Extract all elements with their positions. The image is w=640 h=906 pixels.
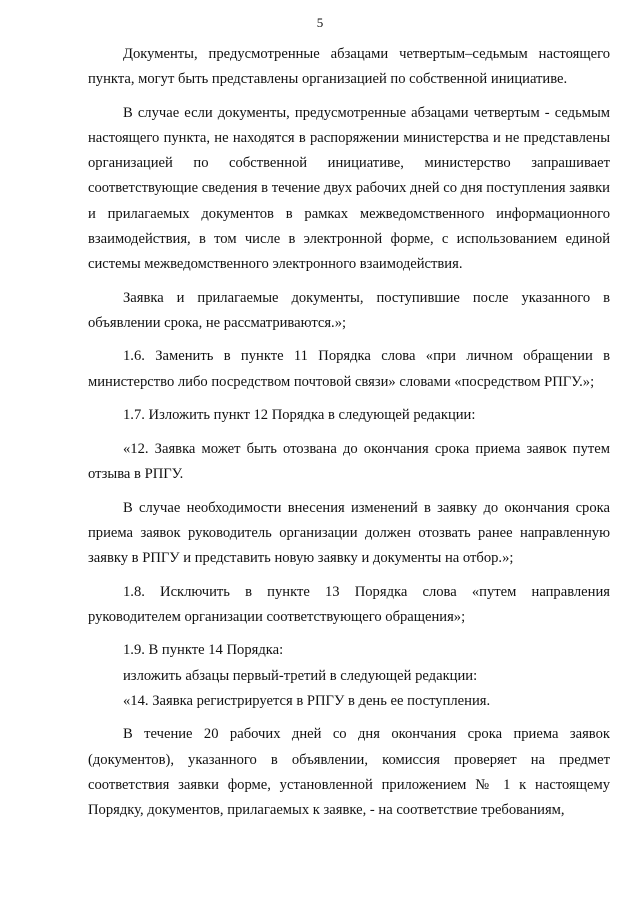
- paragraph-changes-withdrawal: В случае необходимости внесения изменений в заявку до окончания срока приема заявок руководитель организации должен отозвать ранее направленную заявку в РПГУ и представить новую заявку и документы на отбор.»;: [88, 499, 610, 566]
- page-number: 5: [316, 15, 324, 30]
- paragraph-item-1-9: 1.9. В пункте 14 Порядка:: [123, 642, 284, 659]
- document-body: [88, 42, 610, 832]
- paragraph-commission-review: В течение 20 рабочих дней со дня окончания срока приема заявок (документов), указанного в объявлении, комиссия проверяет на предмет соответствия заявки форме, установленной приложением № 1 к настоящему Порядку, документов, прилагаемых к заявке, - на соответствие требованиям,: [88, 726, 610, 818]
- paragraph-item-1-8: 1.8. Исключить в пункте 13 Порядка слова «путем направления руководителем организации соответствующего обращения»;: [88, 583, 610, 625]
- paragraph-clause-12: «12. Заявка может быть отозвана до окончания срока приема заявок путем отзыва в РПГУ.: [88, 440, 610, 482]
- paragraph-ministry-request: В случае если документы, предусмотренные абзацами четвертым - седьмым настоящего пункта, не находятся в распоряжении министерства и не представлены организацией по собственной инициативе, министерство запрашивает соответствующие сведения в течение двух рабочих дней со дня поступления заявки и прилагаемых документов в рамках межведомственного информационного взаимодействия, в том числе в электронной форме, с использованием единой системы межведомственного электронного взаимодействия.: [88, 104, 610, 273]
- paragraph-late-applications: Заявка и прилагаемые документы, поступившие после указанного в объявлении срока, не рассматриваются.»;: [88, 289, 610, 331]
- paragraph-documents-initiative: Документы, предусмотренные абзацами четвертым–седьмым настоящего пункта, могут быть представлены организацией по собственной инициативе.: [88, 46, 610, 88]
- paragraph-item-1-6: 1.6. Заменить в пункте 11 Порядка слова «при личном обращении в министерство либо посредством почтовой связи» словами «посредством РПГУ.»;: [88, 348, 610, 390]
- paragraph-item-1-7: 1.7. Изложить пункт 12 Порядка в следующей редакции:: [123, 407, 476, 424]
- paragraph-clause-14: «14. Заявка регистрируется в РПГУ в день ее поступления.: [123, 692, 491, 709]
- paragraph-restate-first-third: изложить абзацы первый-третий в следующей редакции:: [123, 667, 478, 684]
